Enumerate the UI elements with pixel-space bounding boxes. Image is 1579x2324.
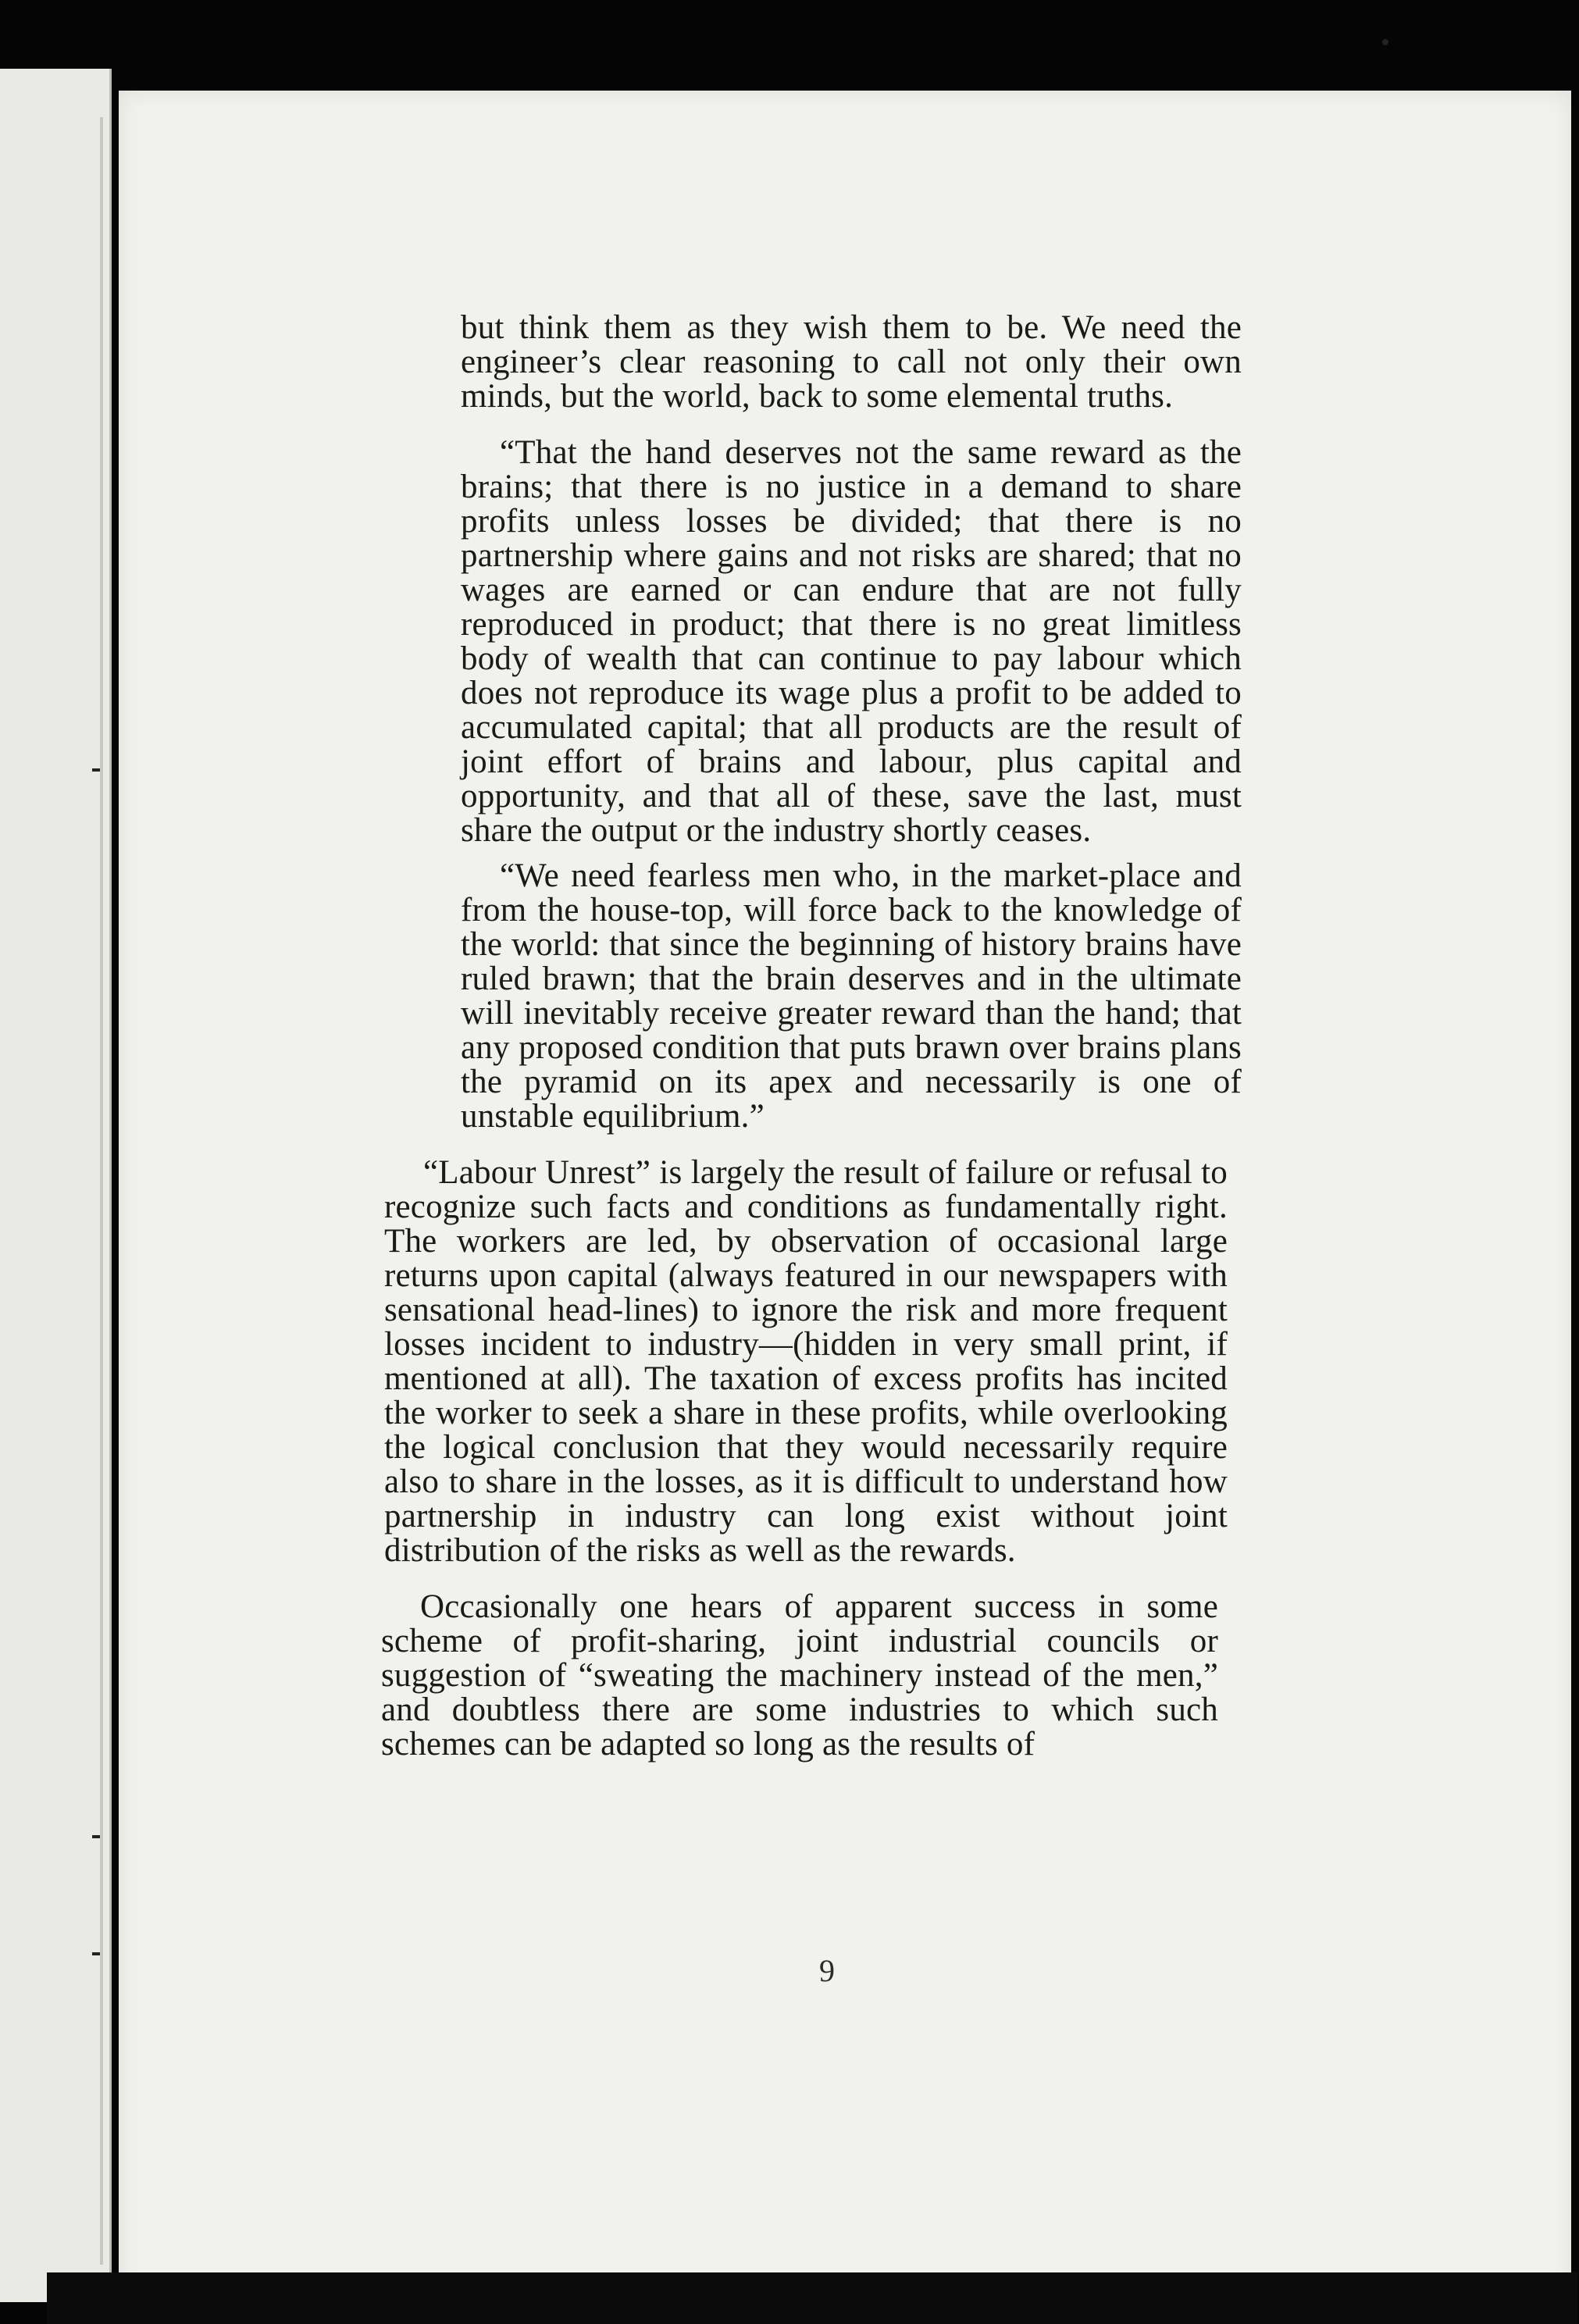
paragraph: “Labour Unrest” is largely the result of failure or refusal to recognize such facts and conditions as fundamentally right. The workers are led, by observation of occasional large returns upon capital (always featured in our newspapers with sensational head-lines) to ignore the risk and more frequent losses incident to industry—(hidden in very small print, if mentioned at all). The taxation of excess profits has incited the worker to seek a share in these profits, while overlooking the logical conclusion that they would necessarily require also to share in the losses, as it is difficult to understand how partnership in industry can long exist without joint distribution of the risks as well as the rewards. (384, 1154, 1228, 1569)
paragraph: Occasionally one hears of apparent success in some scheme of profit-sharing, joint industrial councils or suggestion of “sweating the machinery instead of the men,” and doubtless there are some industries to which such schemes can be adapted so long as the results of (381, 1588, 1218, 1763)
facing-page-gutter (100, 117, 103, 2265)
paragraph: “That the hand deserves not the same reward as the brains; that there is no justice in a demand to share profits unless losses be divided; that there is no partnership where gains and not risks are shared; that no wages are earned or can endure that are not fully reproduced in product; that there is no great limitless body of wealth that can continue to pay labour which does not reproduce its wage plus a profit to be added to accumulated capital; that all products are the result of joint effort of brains and labour, plus capital and opportunity, and that all of these, save the last, must share the output or the industry shortly ceases. (461, 434, 1242, 849)
facing-page-edge (0, 69, 112, 2302)
scan-speck (1382, 39, 1388, 45)
binding-mark (92, 1952, 100, 1955)
body-text (266, 309, 1242, 1763)
paragraph: “We need fearless men who, in the market-place and from the house-top, will force back to the knowledge of the world: that since the beginning of history brains have ruled brawn; that the brain deserves and in the ultimate will inevitably receive greater reward than the hand; that any proposed condition that puts brawn over brains plans the pyramid on its apex and necessarily is one of unstable equilibrium.” (461, 857, 1242, 1135)
scan-bottom-shadow (47, 2272, 1577, 2324)
page-number: 9 (819, 1953, 835, 1988)
paragraph: but think them as they wish them to be. We need the engineer’s clear reasoning to call not only their own minds, but the world, back to some elemental truths. (461, 309, 1242, 415)
binding-mark (92, 1835, 100, 1838)
binding-mark (92, 768, 100, 772)
